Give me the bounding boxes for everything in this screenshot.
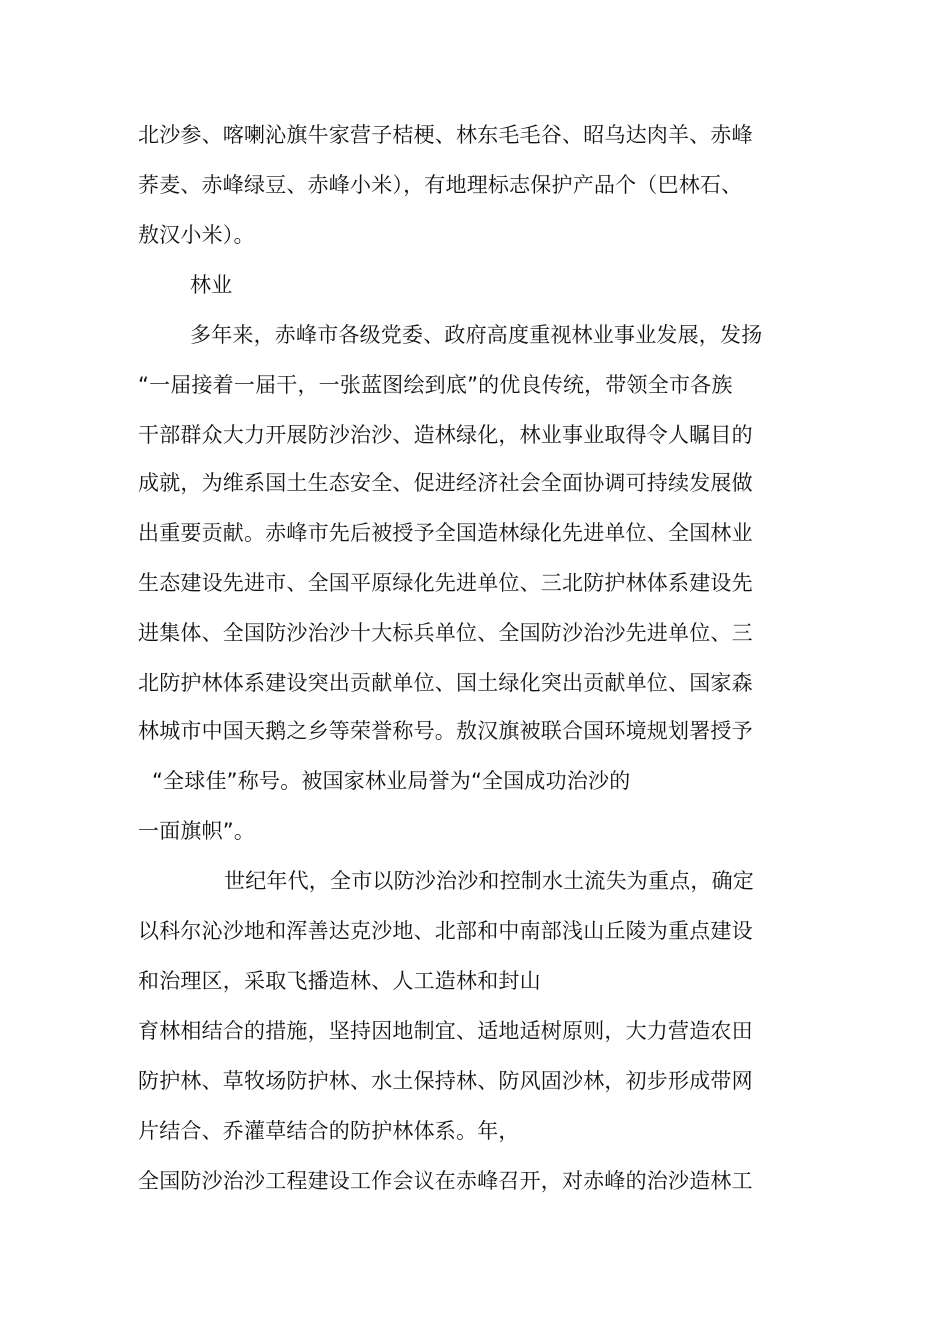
paragraph-line: 以科尔沁沙地和浑善达克沙地、北部和中南部浅山丘陵为重点建设 <box>138 919 753 943</box>
paragraph-line: 和治理区，采取飞播造林、人工造林和封山 <box>138 969 541 993</box>
paragraph-line: 荞麦、赤峰绿豆、赤峰小米），有地理标志保护产品个（巴林石、 <box>138 173 743 197</box>
paragraph-line: 干部群众大力开展防沙治沙、造林绿化，林业事业取得令人瞩目的 <box>138 423 753 447</box>
paragraph-line: 林城市中国天鹅之乡等荣誉称号。敖汉旗被联合国环境规划署授予 <box>138 719 753 743</box>
paragraph-line: “一届接着一届干，一张蓝图绘到底”的优良传统，带领全市各族 <box>138 373 733 397</box>
paragraph-line: 敖汉小米）。 <box>138 223 255 247</box>
section-heading: 林业 <box>190 273 233 297</box>
paragraph-line: “全球佳”称号。被国家林业局誉为“全国成功治沙的 <box>152 769 631 793</box>
paragraph-line: 成就，为维系国土生态安全、促进经济社会全面协调可持续发展做 <box>138 471 753 495</box>
paragraph-line: 育林相结合的措施，坚持因地制宜、适地适树原则，大力营造农田 <box>138 1019 753 1043</box>
paragraph-line: 全国防沙治沙工程建设工作会议在赤峰召开，对赤峰的治沙造林工 <box>138 1169 753 1193</box>
paragraph-line: 世纪年代，全市以防沙治沙和控制水土流失为重点，确定 <box>224 869 754 893</box>
paragraph-line: 防护林、草牧场防护林、水土保持林、防风固沙林，初步形成带网 <box>138 1069 753 1093</box>
paragraph-line: 片结合、乔灌草结合的防护林体系。年， <box>138 1119 520 1143</box>
paragraph-line: 北防护林体系建设突出贡献单位、国土绿化突出贡献单位、国家森 <box>138 671 753 695</box>
paragraph-line: 一面旗帜”。 <box>138 819 256 843</box>
paragraph-line: 进集体、全国防沙治沙十大标兵单位、全国防沙治沙先进单位、三 <box>138 621 753 645</box>
paragraph-line: 多年来，赤峰市各级党委、政府高度重视林业事业发展，发扬 <box>190 323 763 347</box>
paragraph-line: 出重要贡献。赤峰市先后被授予全国造林绿化先进单位、全国林业 <box>138 521 753 545</box>
paragraph-line: 北沙参、喀喇沁旗牛家营子桔梗、林东毛毛谷、昭乌达肉羊、赤峰 <box>138 123 753 147</box>
paragraph-line: 生态建设先进市、全国平原绿化先进单位、三北防护林体系建设先 <box>138 571 753 595</box>
